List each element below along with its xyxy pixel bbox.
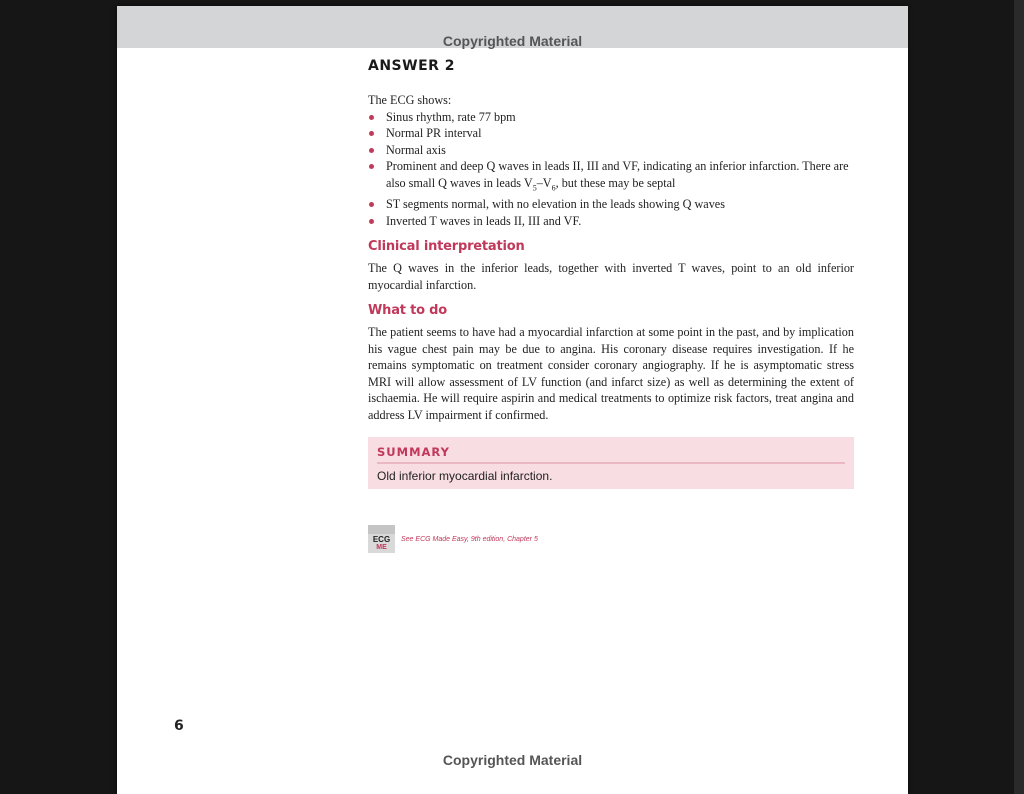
document-page xyxy=(117,6,908,794)
book-reference xyxy=(368,524,538,554)
list-item xyxy=(368,125,854,142)
answer-title: ANSWER 2 xyxy=(368,58,456,74)
summary-box xyxy=(368,437,854,489)
page-content xyxy=(368,58,854,489)
findings-intro: The ECG shows: xyxy=(368,93,452,107)
list-item xyxy=(368,196,854,213)
what-to-do-text: The patient seems to have had a myocardial infarction at some point in the past, and by implication his vague chest pain may be due to angina. His coronary disease requires investigation. If he remains symptomatic on treatment consider coronary angiography. If he is asymptomatic stress MRI will allow assessment of LV function (and infarct size) as well as determining the extent of ischaemia. He will require aspirin and medical treatments to optimize risk factors, treat angina and address LV impairment if confirmed. xyxy=(368,325,854,422)
bullet-icon xyxy=(369,219,374,224)
watermark-bottom: Copyrighted Material xyxy=(442,752,583,768)
clinical-interpretation-text: The Q waves in the inferior leads, together with inverted T waves, point to an old inferior myocardial infarction. xyxy=(368,261,854,292)
bullet-icon xyxy=(369,202,374,207)
page-number: 6 xyxy=(174,718,184,734)
summary-text: Old inferior myocardial infarction. xyxy=(377,469,553,484)
bullet-icon xyxy=(369,164,374,169)
viewer-scroll-edge xyxy=(1014,0,1024,794)
bullet-icon xyxy=(369,148,374,153)
what-to-do-heading: What to do xyxy=(368,303,448,319)
finding-text: Prominent and deep Q waves in leads II, III and VF, indicating an inferior infarction. There are also small Q waves in leads $V_5-V_6$, but these may be septal xyxy=(386,159,849,192)
finding-text: Inverted T waves in leads II, III and VF. xyxy=(386,213,582,228)
finding-text: Normal PR interval xyxy=(386,126,482,140)
list-item xyxy=(368,109,854,126)
finding-text: Normal axis xyxy=(386,142,446,157)
finding-text: Sinus rhythm, rate 77 bpm xyxy=(386,109,516,124)
bullet-icon xyxy=(369,131,374,136)
list-item xyxy=(368,213,854,230)
list-item xyxy=(368,158,854,196)
watermark-top: Copyrighted Material xyxy=(442,33,583,49)
clinical-interpretation-heading: Clinical interpretation xyxy=(368,239,525,255)
reference-text: See ECG Made Easy, 9th edition, Chapter 5 xyxy=(401,535,538,543)
findings-list xyxy=(368,109,854,230)
bullet-icon xyxy=(369,115,374,120)
list-item xyxy=(368,142,854,159)
finding-text: ST segments normal, with no elevation in the leads showing Q waves xyxy=(386,197,725,212)
summary-label: SUMMARY xyxy=(377,445,845,464)
ecg-made-easy-logo-icon: ECG ME xyxy=(368,525,395,553)
